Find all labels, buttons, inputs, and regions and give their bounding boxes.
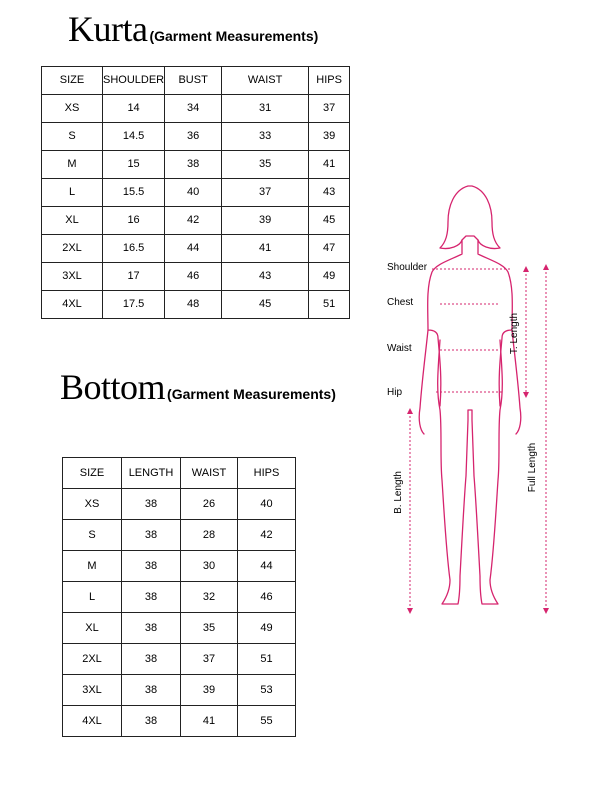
- table-cell: 37: [222, 179, 309, 207]
- table-cell: 49: [238, 613, 296, 644]
- bottom-title: Bottom: [60, 367, 166, 407]
- table-cell: 44: [238, 551, 296, 582]
- table-cell: 14: [103, 95, 165, 123]
- table-row: [63, 582, 296, 613]
- table-cell: 34: [165, 95, 222, 123]
- table-cell: XS: [42, 95, 103, 123]
- table-row: [63, 644, 296, 675]
- table-cell: 35: [181, 613, 238, 644]
- table-cell: 42: [165, 207, 222, 235]
- kurta-size-table: [41, 66, 350, 319]
- table-cell: 43: [309, 179, 350, 207]
- table-cell: 38: [122, 644, 181, 675]
- table-cell: 2XL: [42, 235, 103, 263]
- shoulder-label: Shoulder: [387, 262, 428, 273]
- table-row: [63, 675, 296, 706]
- table-row: [63, 520, 296, 551]
- table-cell: 28: [181, 520, 238, 551]
- b-length-arrowhead-bottom: [407, 608, 413, 614]
- table-cell: 46: [238, 582, 296, 613]
- table-row: [42, 151, 350, 179]
- table-cell: M: [42, 151, 103, 179]
- table-cell: 38: [122, 582, 181, 613]
- table-row: [42, 235, 350, 263]
- table-cell: 38: [122, 613, 181, 644]
- table-cell: 4XL: [42, 291, 103, 319]
- table-cell: 38: [122, 675, 181, 706]
- table-cell: 42: [238, 520, 296, 551]
- kurta-heading: [68, 8, 318, 50]
- table-row: [63, 551, 296, 582]
- table-row: [42, 179, 350, 207]
- table-row: [42, 207, 350, 235]
- t-length-label: T. Length: [509, 312, 521, 355]
- kurta-title: Kurta: [68, 9, 148, 49]
- table-cell: 49: [309, 263, 350, 291]
- bottom-col-hips: HIPS: [238, 458, 296, 489]
- table-cell: 14.5: [103, 123, 165, 151]
- table-cell: 45: [309, 207, 350, 235]
- table-cell: 38: [122, 489, 181, 520]
- table-cell: 17: [103, 263, 165, 291]
- table-cell: 16.5: [103, 235, 165, 263]
- b-length-arrowhead-top: [407, 408, 413, 414]
- kurta-subtitle: (Garment Measurements): [149, 28, 319, 44]
- kurta-header-row: [42, 67, 350, 95]
- table-cell: 2XL: [63, 644, 122, 675]
- table-cell: 3XL: [63, 675, 122, 706]
- table-cell: 33: [222, 123, 309, 151]
- table-cell: 37: [309, 95, 350, 123]
- table-cell: 40: [165, 179, 222, 207]
- table-cell: L: [63, 582, 122, 613]
- table-cell: 15.5: [103, 179, 165, 207]
- kurta-col-shoulder: SHOULDER: [103, 67, 165, 95]
- table-row: [63, 489, 296, 520]
- table-cell: 32: [181, 582, 238, 613]
- bottom-col-length: LENGTH: [122, 458, 181, 489]
- kurta-col-bust: BUST: [165, 67, 222, 95]
- bottom-col-waist: WAIST: [181, 458, 238, 489]
- t-length-arrowhead-top: [523, 266, 529, 272]
- figure-head-hair: [440, 186, 500, 249]
- table-cell: 39: [222, 207, 309, 235]
- table-cell: 38: [165, 151, 222, 179]
- table-cell: 26: [181, 489, 238, 520]
- table-row: [42, 263, 350, 291]
- hip-label: Hip: [387, 387, 403, 398]
- chest-label: Chest: [387, 297, 414, 308]
- table-cell: 47: [309, 235, 350, 263]
- table-cell: 37: [181, 644, 238, 675]
- table-cell: 17.5: [103, 291, 165, 319]
- body-measurement-figure: [380, 180, 580, 620]
- table-cell: 30: [181, 551, 238, 582]
- table-row: [42, 291, 350, 319]
- table-cell: M: [63, 551, 122, 582]
- table-cell: S: [63, 520, 122, 551]
- table-cell: 44: [165, 235, 222, 263]
- bottom-heading: [60, 366, 336, 408]
- table-cell: 51: [309, 291, 350, 319]
- table-cell: 40: [238, 489, 296, 520]
- bottom-col-size: SIZE: [63, 458, 122, 489]
- b-length-label: B. Length: [392, 471, 404, 514]
- table-cell: 38: [122, 551, 181, 582]
- table-cell: 46: [165, 263, 222, 291]
- table-cell: 41: [222, 235, 309, 263]
- table-cell: 41: [309, 151, 350, 179]
- kurta-col-hips: HIPS: [309, 67, 350, 95]
- table-row: [63, 613, 296, 644]
- table-row: [42, 123, 350, 151]
- kurta-col-waist: WAIST: [222, 67, 309, 95]
- table-cell: 39: [181, 675, 238, 706]
- table-cell: 3XL: [42, 263, 103, 291]
- table-cell: 41: [181, 706, 238, 737]
- table-cell: XS: [63, 489, 122, 520]
- figure-torso-legs: [438, 340, 503, 604]
- table-cell: 53: [238, 675, 296, 706]
- table-cell: 51: [238, 644, 296, 675]
- full-length-label: Full Length: [527, 442, 539, 493]
- bottom-subtitle: (Garment Measurements): [167, 386, 336, 402]
- kurta-col-size: SIZE: [42, 67, 103, 95]
- bottom-table-body: [63, 489, 296, 737]
- table-cell: XL: [63, 613, 122, 644]
- table-cell: 38: [122, 706, 181, 737]
- table-cell: 43: [222, 263, 309, 291]
- table-cell: 55: [238, 706, 296, 737]
- kurta-table-body: [42, 95, 350, 319]
- table-cell: S: [42, 123, 103, 151]
- table-row: [63, 706, 296, 737]
- table-cell: 36: [165, 123, 222, 151]
- table-row: [42, 95, 350, 123]
- table-cell: 45: [222, 291, 309, 319]
- table-cell: 16: [103, 207, 165, 235]
- table-cell: L: [42, 179, 103, 207]
- full-length-arrowhead-top: [543, 264, 549, 270]
- waist-label: Waist: [387, 343, 412, 354]
- table-cell: 39: [309, 123, 350, 151]
- table-cell: 15: [103, 151, 165, 179]
- table-cell: 4XL: [63, 706, 122, 737]
- table-cell: XL: [42, 207, 103, 235]
- bottom-size-table: [62, 457, 296, 737]
- bottom-header-row: [63, 458, 296, 489]
- table-cell: 31: [222, 95, 309, 123]
- table-cell: 35: [222, 151, 309, 179]
- table-cell: 38: [122, 520, 181, 551]
- table-cell: 48: [165, 291, 222, 319]
- t-length-arrowhead-bottom: [523, 392, 529, 398]
- full-length-arrowhead-bottom: [543, 608, 549, 614]
